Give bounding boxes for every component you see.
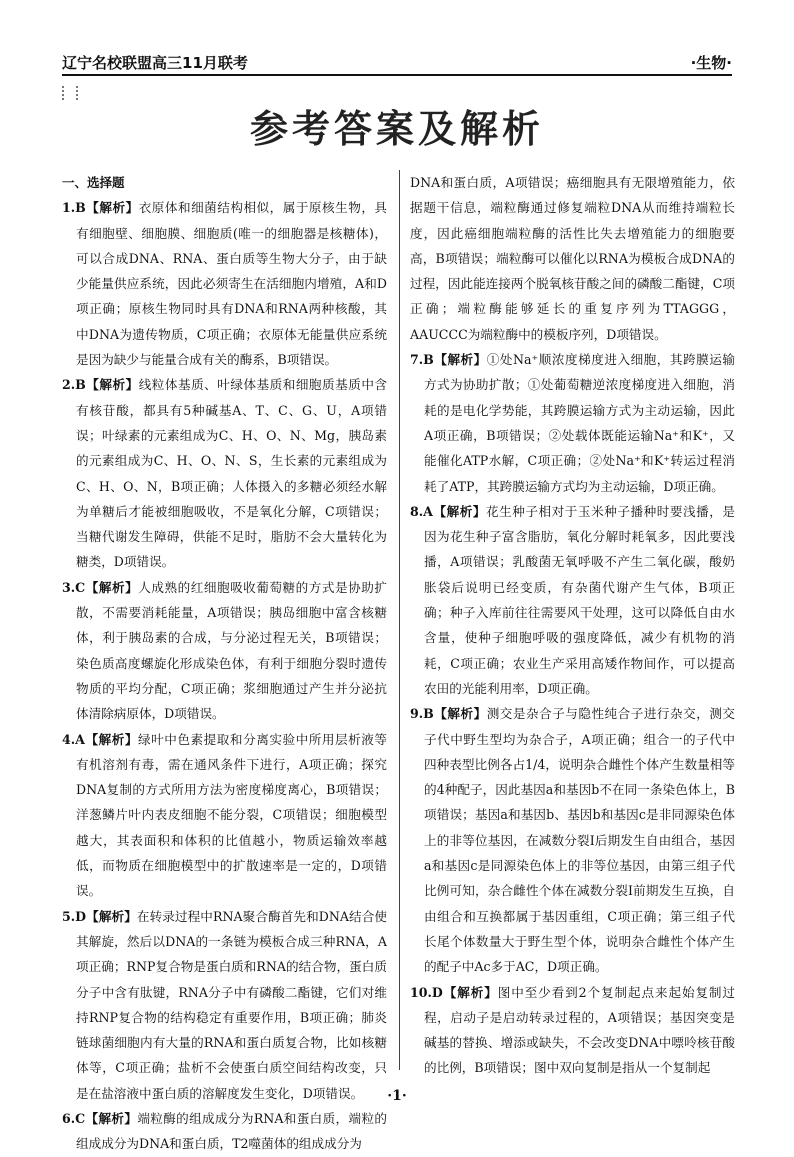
left-column: [62, 170, 387, 1157]
answer-number: 2.B: [62, 377, 86, 393]
analysis-text: 花生种子相对于玉米种子播种时要浅播，是因为花生种子富含脂肪，氧化分解时耗氧多，因此要浅播，A项错误；乳酸菌无氧呼吸不产生二氧化碳，酸奶胀袋后说明已经变质，有杂菌代谢产生气体，B项正确；种子入库前往往需要风干处理，这可以降低自由水含量，使种子细胞呼吸的强度降低，减少有机物的消耗，C项正确；农业生产采用高矮作物间作，可以提高农田的光能利用率，D项正确。: [424, 503, 736, 696]
analysis-tag: 【解析】: [85, 1110, 138, 1126]
analysis-text: 衣原体和细菌结构相似，属于原核生物，具有细胞壁、细胞膜、细胞质(唯一的细胞器是核糖体)，可以合成DNA、RNA、蛋白质等生物大分子，由于缺少能量供应系统，因此必须寄生在活细胞内增殖，A和D项正确；原核生物同时具有DNA和RNA两种核酸，其中DNA为遗传物质，C项正确；衣原体无能量供应系统是因为缺少与能量合成有关的酶系，B项错误。: [76, 200, 388, 368]
answer-item: [410, 980, 735, 1081]
analysis-text: ①处Na⁺顺浓度梯度进入细胞，其跨膜运输方式为协助扩散；①处葡萄糖逆浓度梯度进入细胞，消耗的是电化学势能，其跨膜运输方式为主动运输，因此A项正确，B项错误；②处载体既能运输Na⁺和K⁺，又能催化ATP水解，C项正确；②处Na⁺和K⁺转运过程消耗了ATP，其跨膜运输方式均为主动运输，D项正确。: [424, 352, 735, 494]
continued-text: DNA和蛋白质，A项错误；癌细胞具有无限增殖能力，依据题干信息，端粒酶通过修复端粒DNA从而维持端粒长度，因此癌细胞端粒酶的活性比失去增殖能力的细胞要高，B项错误；端粒酶可以催化以RNA为模板合成DNA的过程，因此能连接两个脱氧核苷酸之间的磷酸二酯键，C项正确；端粒酶能够延长的重复序列为TTAGGG，AAUCCC为端粒酶中的模板序列，D项错误。: [410, 175, 735, 342]
analysis-tag: 【解析】: [433, 352, 487, 368]
analysis-text: 绿叶中色素提取和分离实验中所用层析液等有机溶剂有毒，需在通风条件下进行，A项正确；探究DNA复制的方式所用方法为密度梯度离心，B项错误；洋葱鳞片叶内表皮细胞不能分裂，C项错误；细胞模型越大，其表面积和体积的比值越小，物质运输效率越低，而物质在细胞模型中的扩散速率是一定的，D项错误。: [76, 731, 388, 899]
answer-number: 10.D: [410, 984, 443, 1000]
analysis-text: 端粒酶的组成成分为RNA和蛋白质，端粒的组成成分为DNA和蛋白质，T2噬菌体的组成成分为: [76, 1110, 387, 1152]
analysis-tag: 【解析】: [85, 377, 139, 393]
right-column: [410, 170, 735, 1081]
answer-number: 3.C: [62, 579, 86, 595]
subject-label: ·生物·: [690, 54, 732, 72]
answer-number: 7.B: [410, 352, 434, 368]
answer-number: 5.D: [62, 908, 87, 924]
analysis-tag: 【解析】: [84, 731, 138, 747]
analysis-text: 线粒体基质、叶绿体基质和细胞质基质中含有核苷酸，都具有5种碱基A、T、C、G、U，A项错误；叶绿素的元素组成为C、H、O、N、Mg，胰岛素的元素组成为C、H、O、N、S，生长素的元素组成为C、H、O、N，B项正确；人体摄入的多糖必须经水解为单糖后才能被细胞吸收，不是氧化分解，C项错误；当糖代谢发生障碍，供能不足时，脂肪不会大量转化为糖类，D项错误。: [76, 377, 388, 570]
analysis-text: 人成熟的红细胞吸收葡萄糖的方式是协助扩散，不需要消耗能量，A项错误；胰岛细胞中富含核糖体，利于胰岛素的合成，与分泌过程无关，B项错误；染色质高度螺旋化形成染色体，有利于细胞分裂时遗传物质的平均分配，C项正确；浆细胞通过产生并分泌抗体清除病原体，D项错误。: [76, 579, 388, 722]
right-items: [410, 347, 735, 1081]
analysis-tag: 【解析】: [432, 503, 486, 519]
answer-number: 9.B: [410, 706, 434, 722]
answer-item: [62, 372, 387, 574]
page-header: [62, 52, 732, 76]
analysis-text: 测交是杂合子与隐性纯合子进行杂交，测交子代中野生型均为杂合子，A项正确；组合一的子代中四种表型比例各占1/4，说明杂合雌性个体产生数量相等的4种配子，因此基因a和基因b不在同一条染色体上，B项错误；基因a和基因b、基因b和基因c是非同源染色体上的非等位基因，在减数分裂Ⅰ后期发生自由组合，基因a和基因c是同源染色体上的非等位基因，由第三组子代比例可知，杂合雌性个体在减数分裂Ⅰ前期发生互换，自由组合和互换都属于基因重组，C项正确；第三组子代长尾个体数量大于野生型个体，说明杂合雌性个体产生的配子中Ac多于AC，D项正确。: [424, 706, 736, 975]
left-items: [62, 195, 387, 1156]
analysis-tag: 【解析】: [85, 200, 139, 216]
analysis-tag: 【解析】: [442, 984, 498, 1000]
answer-item: [410, 499, 735, 701]
answer-columns: [62, 170, 742, 1152]
answer-item: [410, 347, 735, 499]
section-title: 一、选择题: [62, 175, 125, 190]
analysis-tag: 【解析】: [86, 908, 137, 924]
answer-item: [62, 904, 387, 1106]
analysis-text: 图中至少看到2个复制起点来起始复制过程，启动子是启动转录过程的，A项错误；基因突变是碱基的替换、增添或缺失，不会改变DNA中嘌呤核苷酸的比例，B项错误；图中双向复制是指从一个复制起: [424, 984, 736, 1076]
answer-number: 8.A: [410, 503, 433, 519]
answer-item: [62, 195, 387, 372]
exam-title: 辽宁名校联盟高三11月联考: [62, 54, 248, 72]
column-divider: [399, 170, 400, 1070]
answer-number: 4.A: [62, 731, 85, 747]
answer-item: [410, 701, 735, 979]
page-number: ·1·: [387, 1088, 407, 1104]
answer-number: 1.B: [62, 200, 86, 216]
analysis-tag: 【解析】: [85, 579, 139, 595]
answer-number: 6.C: [62, 1110, 86, 1126]
page-title: 参考答案及解析: [249, 107, 544, 151]
analysis-text: 在转录过程中RNA聚合酶首先和DNA结合使其解旋，然后以DNA的一条链为模板合成三种RNA，A项正确；RNP复合物是蛋白质和RNA的结合物，蛋白质分子中含有肽键，RNA分子中有磷酸二酯键，它们对维持RNP复合物的结构稳定有重要作用，B项正确；肺炎链球菌细胞内有大量的RNA和蛋白质复合物，比如核糖体等，C项正确；盐析不会使蛋白质空间结构改变，只是在盐溶液中蛋白质的溶解度发生变化，D项错误。: [76, 908, 387, 1101]
answer-item: [62, 575, 387, 727]
analysis-tag: 【解析】: [433, 706, 487, 722]
answer-item: [62, 1106, 387, 1157]
answer-item: [62, 727, 387, 904]
